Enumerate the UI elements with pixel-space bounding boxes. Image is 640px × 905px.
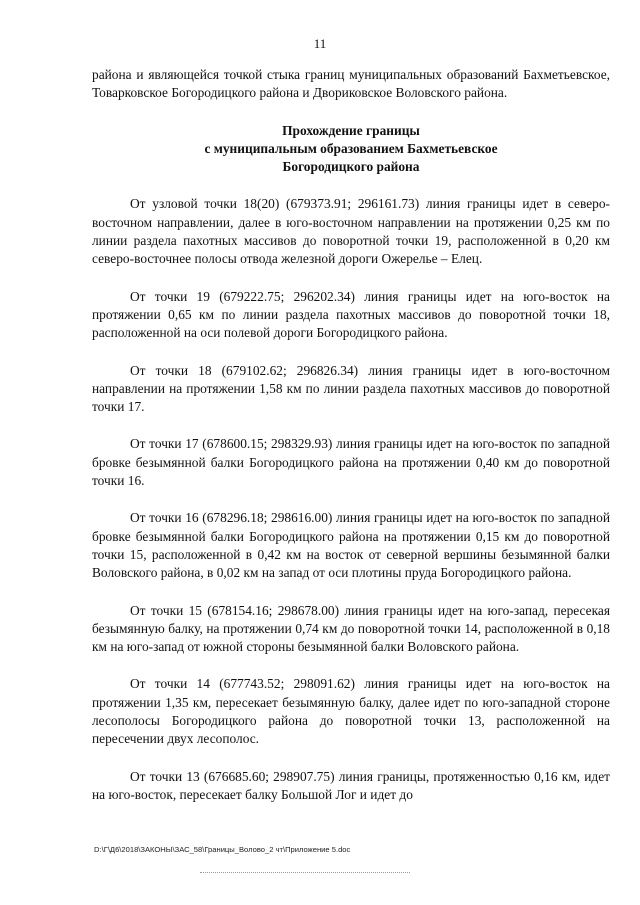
scan-artifact-line xyxy=(200,872,410,874)
paragraph-point-18-20: От узловой точки 18(20) (679373.91; 296161.73) линия границы идет в северо-восточном направлении, далее в юго-восточном направлении на протяжении 0,25 км по линии раздела пахотных массивов до поворотной точки 19, расположенной в 0,20 км северо-восточнее полосы отвода железной дороги Ожерелье – Елец. xyxy=(92,196,610,267)
paragraph-point-14: От точки 14 (677743.52; 298091.62) линия границы идет на юго-восток на протяжении 1,35 км, пересекает безымянную балку, далее идет по юго-западной стороне лесополосы Богородицкого района до поворотной точки 13, расположенной на пересечении двух лесополос. xyxy=(92,676,610,747)
paragraph-point-19: От точки 19 (679222.75; 296202.34) линия границы идет на юго-восток на протяжении 0,65 км по линии раздела пахотных массивов до поворотной точки 18, расположенной на оси полевой дороги Богородицкого района. xyxy=(92,288,610,341)
paragraph-point-15: От точки 15 (678154.16; 298678.00) линия границы идет на юго-запад, пересекая безымянную балку, на протяжении 0,74 км до поворотной точки 14, расположенной в 0,18 км на юго-запад от южной стороны безымянной балки Воловского района. xyxy=(92,602,610,655)
heading-line-3: Богородицкого района xyxy=(282,159,420,175)
heading-line-2: с муниципальным образованием Бахметьевское xyxy=(204,140,498,156)
document-body xyxy=(92,66,610,804)
paragraph-point-13: От точки 13 (676685.60; 298907.75) линия границы, протяженностью 0,16 км, идет на юго-восток, пересекает балку Большой Лог и идет до xyxy=(92,768,610,802)
heading-line-1: Прохождение границы xyxy=(282,122,420,138)
lead-paragraph: района и являющейся точкой стыка границ муниципальных образований Бахметьевское, Товарковское Богородицкого района и Двориковское Воловского района. xyxy=(92,67,610,101)
file-path-footer: D:\Г\Д6\2018\ЗАКОНЫ\ЗАС_58\Границы_Волово_2 чт\Приложение 5.doc xyxy=(94,845,351,854)
paragraph-point-16: От точки 16 (678296.18; 298616.00) линия границы идет на юго-восток по западной бровке безымянной балки Богородицкого района на протяжении 0,15 км до поворотной точки 15, расположенной в 0,42 км на восток от северной вершины безымянной балки Воловского района, в 0,02 км на запад от оси плотины пруда Богородицкого района. xyxy=(92,510,610,581)
paragraph-point-18: От точки 18 (679102.62; 296826.34) линия границы идет в юго-восточном направлении на протяжении 1,58 км по линии раздела пахотных массивов до поворотной точки 17. xyxy=(92,362,610,415)
section-heading xyxy=(92,122,610,177)
paragraph-point-17: От точки 17 (678600.15; 298329.93) линия границы идет на юго-восток по западной бровке безымянной балки Богородицкого района на протяжении 0,40 км до поворотной точки 16. xyxy=(92,436,610,489)
page-number: 11 xyxy=(313,36,327,51)
